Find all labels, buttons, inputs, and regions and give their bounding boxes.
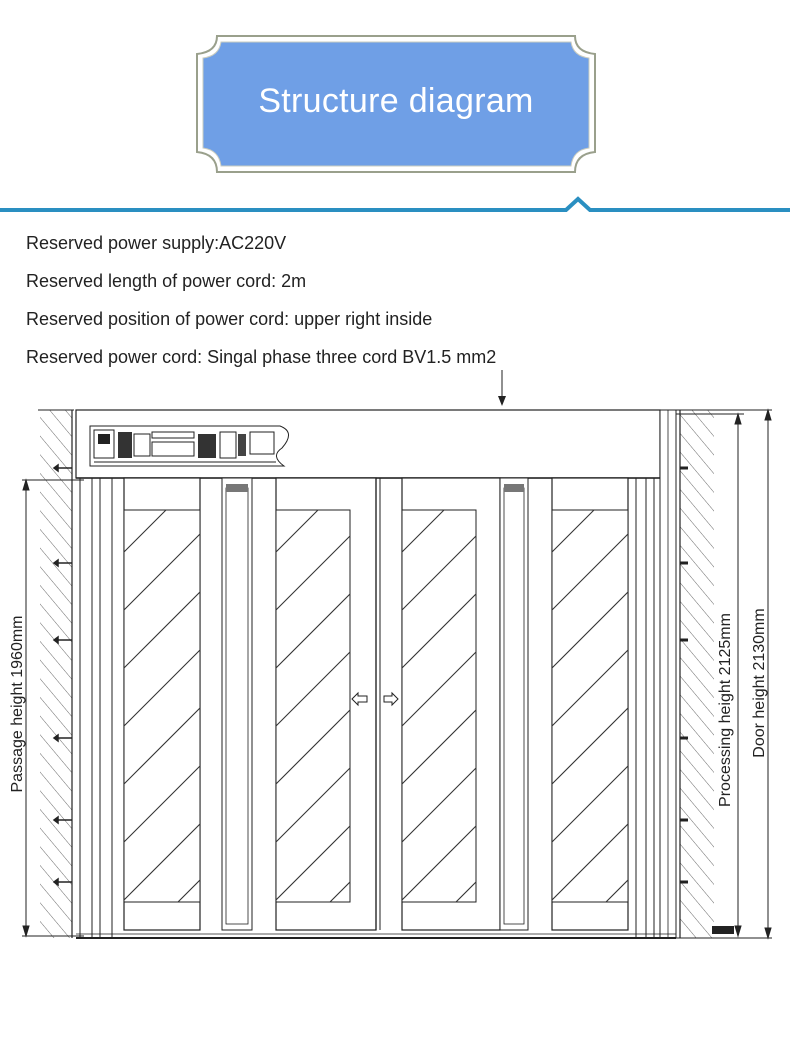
- section-divider: [0, 196, 790, 220]
- door-panels: [76, 478, 676, 938]
- motor-control-unit: [90, 426, 289, 466]
- spec-cord-type: Reserved power cord: Singal phase three cord BV1.5 mm2: [26, 347, 497, 367]
- processing-height-label: Processing height 2125mm: [717, 613, 734, 807]
- title-banner: [195, 34, 597, 176]
- passage-height-label: Passage height 1960mm: [9, 615, 26, 793]
- spec-cord-length: Reserved length of power cord: 2m: [26, 271, 307, 291]
- spec-power-supply: Reserved power supply:AC220V: [26, 233, 287, 253]
- door-structure-drawing: [0, 370, 790, 960]
- power-cord-arrow: [498, 370, 506, 406]
- spec-cord-position: Reserved position of power cord: upper right inside: [26, 309, 433, 329]
- open-right-arrow-icon: [384, 693, 398, 705]
- page-title: Structure diagram: [258, 81, 534, 120]
- door-height-label: Door height 2130mm: [751, 608, 768, 758]
- left-wall: [38, 410, 74, 938]
